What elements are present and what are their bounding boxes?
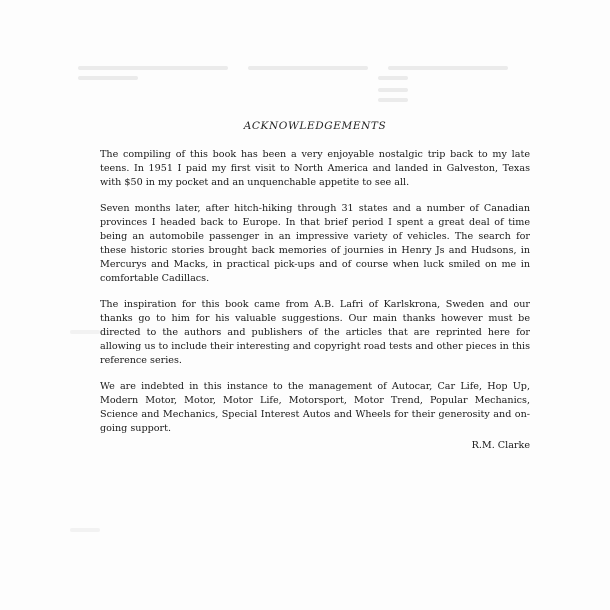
paragraph-1: The compiling of this book has been a very enjoyable nostalgic trip back to my late teens. In 1951 I paid my first visit to North America and landed in Galveston, Texas with $50 in my pocket and an unquenchable appetite to see all. bbox=[100, 149, 530, 188]
bleed-through-mark bbox=[70, 528, 100, 532]
paragraph-3: The inspiration for this book came from A.B. Lafri of Karlskrona, Sweden and our thanks go to him for his valuable suggestions. Our main thanks however must be directed to the authors and publishers of the articles that are reprinted here for allowing us to include their interesting and copyright road tests and other pieces in this reference series. bbox=[100, 299, 530, 366]
bleed-through-text bbox=[78, 66, 518, 112]
bleed-through-mark bbox=[70, 330, 100, 334]
acknowledgements-section bbox=[100, 120, 530, 451]
author-signature: R.M. Clarke bbox=[471, 440, 530, 451]
paragraph-2: Seven months later, after hitch-hiking through 31 states and a number of Canadian provinces I headed back to Europe. In that brief period I spent a great deal of time being an automobile passenger in an impressive variety of vehicles. The search for these historic stories brought back memories of journies in Henry Js and Hudsons, in Mercurys and Macks, in practical pick-ups and of course when luck smiled on me in comfortable Cadillacs. bbox=[100, 203, 530, 284]
page-heading: ACKNOWLEDGEMENTS bbox=[243, 120, 387, 132]
paragraph-4: We are indebted in this instance to the management of Autocar, Car Life, Hop Up, Modern Motor, Motor, Motor Life, Motorsport, Motor Trend, Popular Mechanics, Science and Mechanics, Special Interest Autos and Wheels for their generosity and on-going support. bbox=[100, 381, 530, 434]
